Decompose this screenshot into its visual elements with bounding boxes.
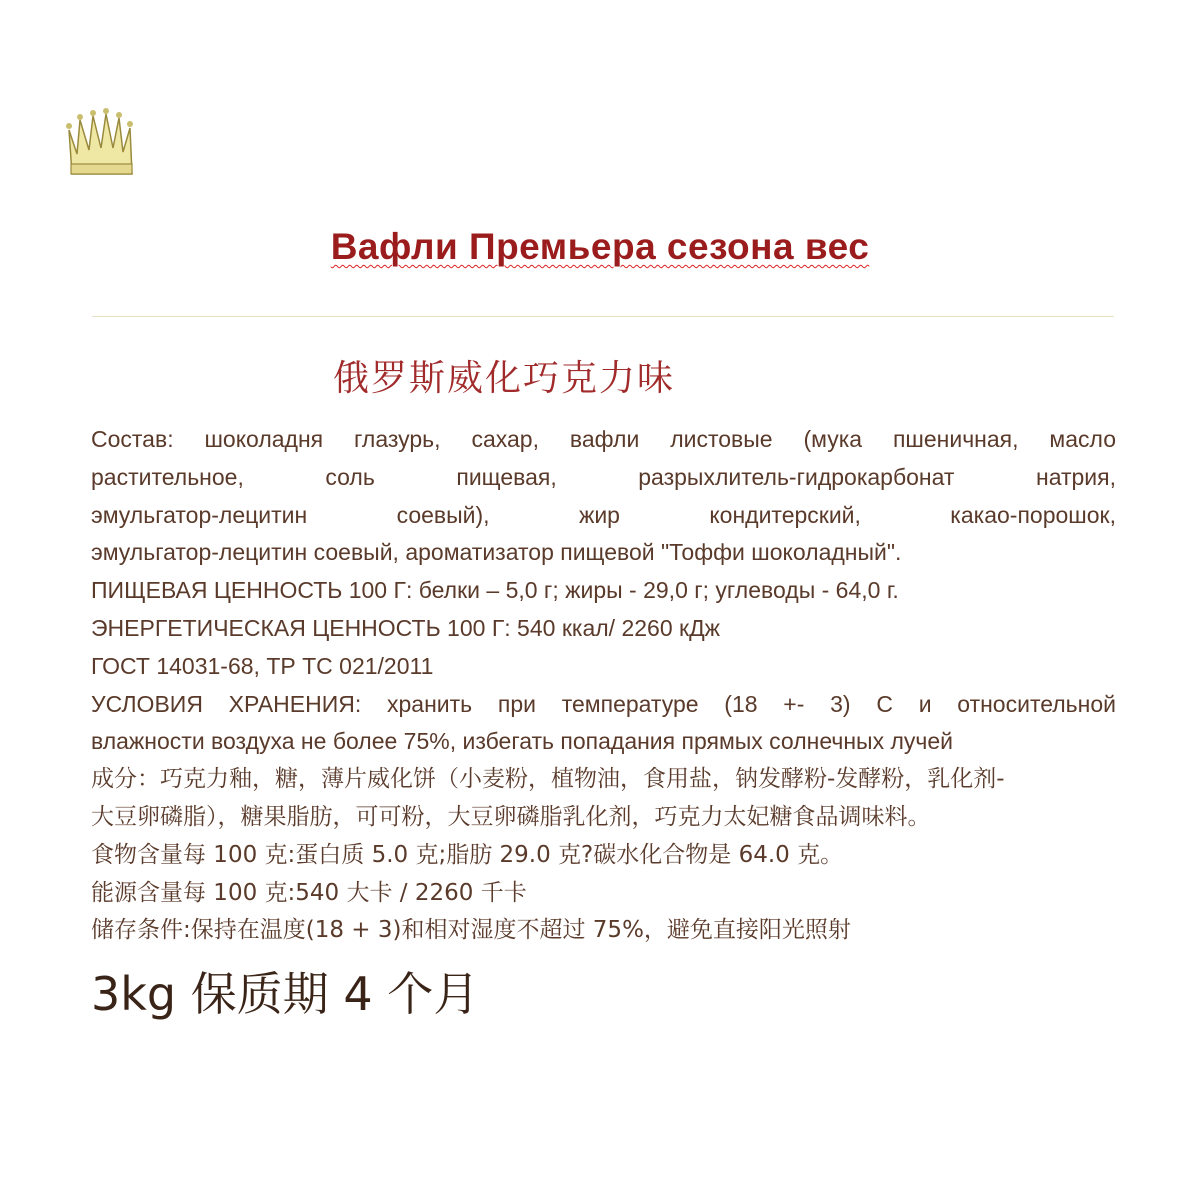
- zh-ingredients-line-1: 成分：巧克力釉，糖，薄片威化饼（小麦粉，植物油，食用盐，钠发酵粉-发酵粉，乳化剂-: [91, 766, 1005, 793]
- composition-line-2: растительное, соль пищевая, разрыхлитель-гидрокарбонат натрия,: [91, 463, 1116, 490]
- nutrition-line: ПИЩЕВАЯ ЦЕННОСТЬ 100 Г: белки – 5,0 г; жиры - 29,0 г; углеводы - 64,0 г.: [91, 577, 899, 604]
- zh-storage-line: 储存条件:保持在温度(18 + 3)和相对湿度不超过 75%，避免直接阳光照射: [91, 917, 851, 944]
- crown-logo: [66, 98, 136, 178]
- composition-line-4: эмульгатор-лецитин соевый, ароматизатор пищевой "Тоффи шоколадный".: [91, 539, 902, 566]
- zh-nutrition-line: 食物含量每 100 克:蛋白质 5.0 克;脂肪 29.0 克?碳水化合物是 64.0 克。: [91, 841, 844, 868]
- shelf-life: 3kg 保质期 4 个月: [91, 967, 480, 1021]
- zh-energy-line: 能源含量每 100 克:540 大卡 / 2260 千卡: [91, 879, 527, 906]
- storage-line-1: УСЛОВИЯ ХРАНЕНИЯ: хранить при температуре (18 +- 3) С и относительной: [91, 690, 1116, 717]
- ingredients-block: [91, 421, 1116, 950]
- chinese-subtitle: 俄罗斯威化巧克力味: [333, 358, 676, 399]
- zh-ingredients-line-2: 大豆卵磷脂），糖果脂肪，可可粉，大豆卵磷脂乳化剂，巧克力太妃糖食品调味料。: [91, 803, 931, 830]
- divider: [92, 316, 1114, 317]
- storage-line-2: влажности воздуха не более 75%, избегать попадания прямых солнечных лучей: [91, 728, 954, 755]
- composition-line-1: Состав: шоколадня глазурь, сахар, вафли листовые (мука пшеничная, масло: [91, 426, 1116, 452]
- composition-line-3: эмульгатор-лецитин соевый), жир кондитерский, какао-порошок,: [91, 501, 1116, 528]
- energy-line: ЭНЕРГЕТИЧЕСКАЯ ЦЕННОСТЬ 100 Г: 540 ккал/ 2260 кДж: [91, 614, 721, 641]
- standard-line: ГОСТ 14031-68, ТР ТС 021/2011: [91, 652, 434, 679]
- crown-icon: [66, 98, 136, 178]
- product-title: Вафли Премьера сезона вес: [330, 226, 870, 267]
